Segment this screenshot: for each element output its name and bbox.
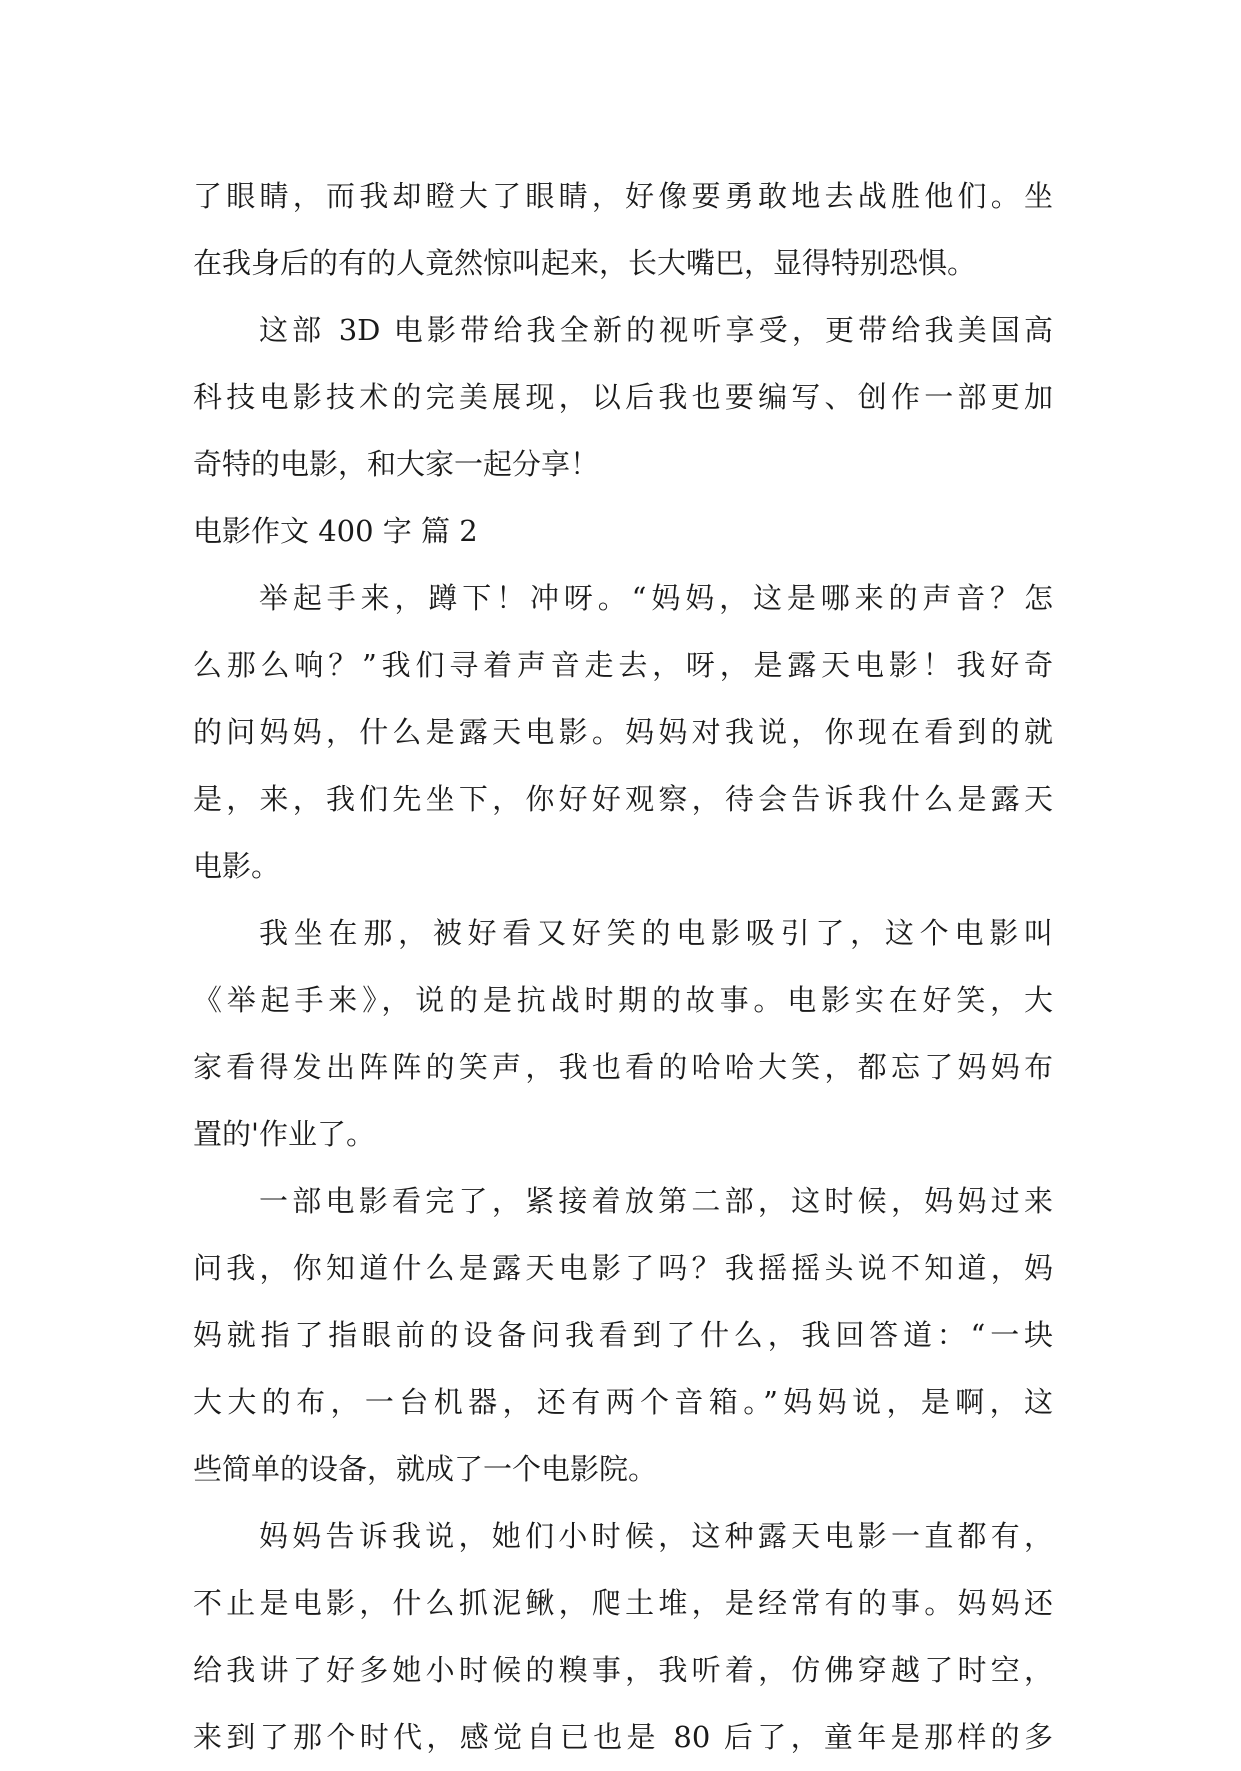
text-line: 家看得发出阵阵的笑声，我也看的哈哈大笑，都忘了妈妈布 [193,1050,1053,1084]
text-line: 大大的布，一台机器，还有两个音箱。”妈妈说，是啊，这 [193,1385,1053,1419]
text-line: 妈妈告诉我说，她们小时候，这种露天电影一直都有， [259,1519,1053,1553]
text-line: 的问妈妈，什么是露天电影。妈妈对我说，你现在看到的就 [193,715,1053,749]
paragraph-5 [193,1168,1053,1503]
document-page [193,163,1053,1771]
text-line: 这部 3D 电影带给我全新的视听享受，更带给我美国高 [259,313,1053,347]
text-line: 些简单的设备，就成了一个电影院。 [193,1452,658,1486]
section-heading: 电影作文 400 字 篇 2 [193,514,478,548]
paragraph-1 [193,163,1053,297]
text-line: 一部电影看完了，紧接着放第二部，这时候，妈妈过来 [259,1184,1053,1218]
paragraph-4 [193,900,1053,1168]
text-line: 给我讲了好多她小时候的糗事，我听着，仿佛穿越了时空， [193,1653,1053,1687]
text-line: 电影。 [193,849,281,883]
text-line: 了眼睛，而我却瞪大了眼睛，好像要勇敢地去战胜他们。坐 [193,179,1053,213]
text-line: 举起手来，蹲下！冲呀。“妈妈，这是哪来的声音？怎 [259,581,1053,615]
paragraph-6 [193,1503,1053,1771]
text-line: 科技电影技术的完美展现，以后我也要编写、创作一部更加 [193,380,1053,414]
paragraph-2 [193,297,1053,498]
text-line: 是，来，我们先坐下，你好好观察，待会告诉我什么是露天 [193,782,1053,816]
text-line: 在我身后的有的人竟然惊叫起来，长大嘴巴，显得特别恐惧。 [193,246,977,280]
text-line: 来到了那个时代，感觉自已也是 80 后了，童年是那样的多 [193,1720,1053,1754]
text-line: 奇特的电影，和大家一起分享！ [193,447,600,481]
text-line: 不止是电影，什么抓泥鳅，爬土堆，是经常有的事。妈妈还 [193,1586,1053,1620]
text-line: 《举起手来》，说的是抗战时期的故事。电影实在好笑，大 [193,983,1053,1017]
text-line: 么那么响？”我们寻着声音走去，呀，是露天电影！我好奇 [193,648,1053,682]
text-line: 问我，你知道什么是露天电影了吗？我摇摇头说不知道，妈 [193,1251,1053,1285]
paragraph-3 [193,565,1053,900]
text-line: 我坐在那，被好看又好笑的电影吸引了，这个电影叫 [259,916,1053,950]
text-line: 妈就指了指眼前的设备问我看到了什么，我回答道：“一块 [193,1318,1053,1352]
text-line: 置的'作业了。 [193,1117,375,1151]
